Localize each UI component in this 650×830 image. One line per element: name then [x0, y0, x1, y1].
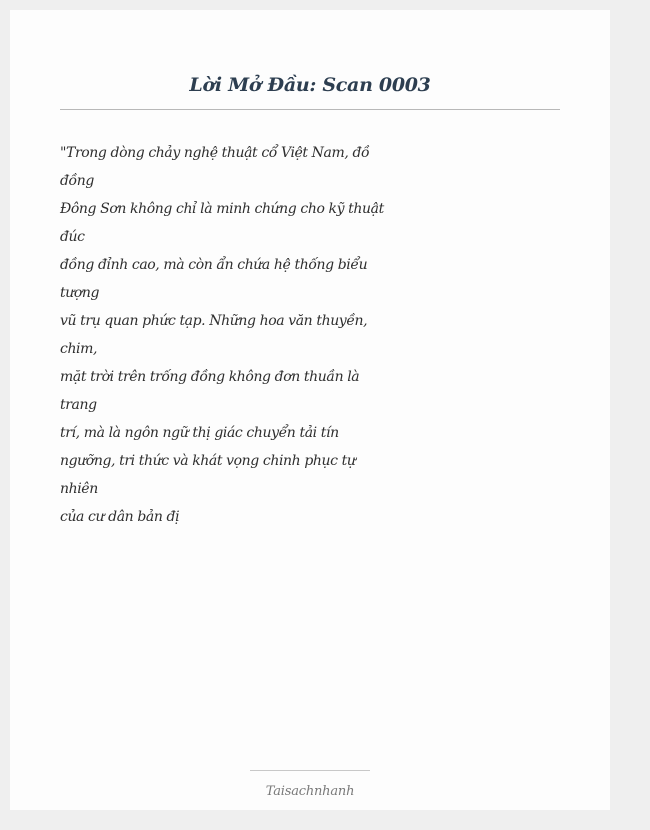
text-line: của cư dân bản đị — [60, 509, 180, 525]
text-line: trang — [60, 397, 97, 413]
text-line: tượng — [60, 285, 100, 301]
text-line: đồng — [60, 173, 94, 189]
text-line: Đông Sơn không chỉ là minh chứng cho kỹ thuật — [60, 201, 384, 217]
text-line: chim, — [60, 341, 98, 357]
page-title: Lời Mở Đầu: Scan 0003 — [189, 74, 431, 96]
text-line: vũ trụ quan phức tạp. Những hoa văn thuyền, — [60, 313, 368, 329]
text-line: nhiên — [60, 481, 98, 497]
footer-source: Taisachnhanh — [265, 784, 355, 799]
footer-divider — [250, 770, 370, 771]
text-line: mặt trời trên trống đồng không đơn thuần là — [60, 369, 360, 385]
title-divider — [60, 109, 560, 110]
text-line: trí, mà là ngôn ngữ thị giác chuyển tải tín — [60, 425, 339, 441]
text-line: đúc — [60, 229, 85, 245]
document-page — [10, 10, 610, 810]
text-line: đồng đỉnh cao, mà còn ẩn chứa hệ thống biểu — [60, 257, 368, 273]
body-text — [60, 139, 384, 531]
text-line: "Trong dòng chảy nghệ thuật cổ Việt Nam, đồ — [60, 145, 370, 161]
text-line: ngưỡng, tri thức và khát vọng chinh phục tự — [60, 453, 356, 469]
